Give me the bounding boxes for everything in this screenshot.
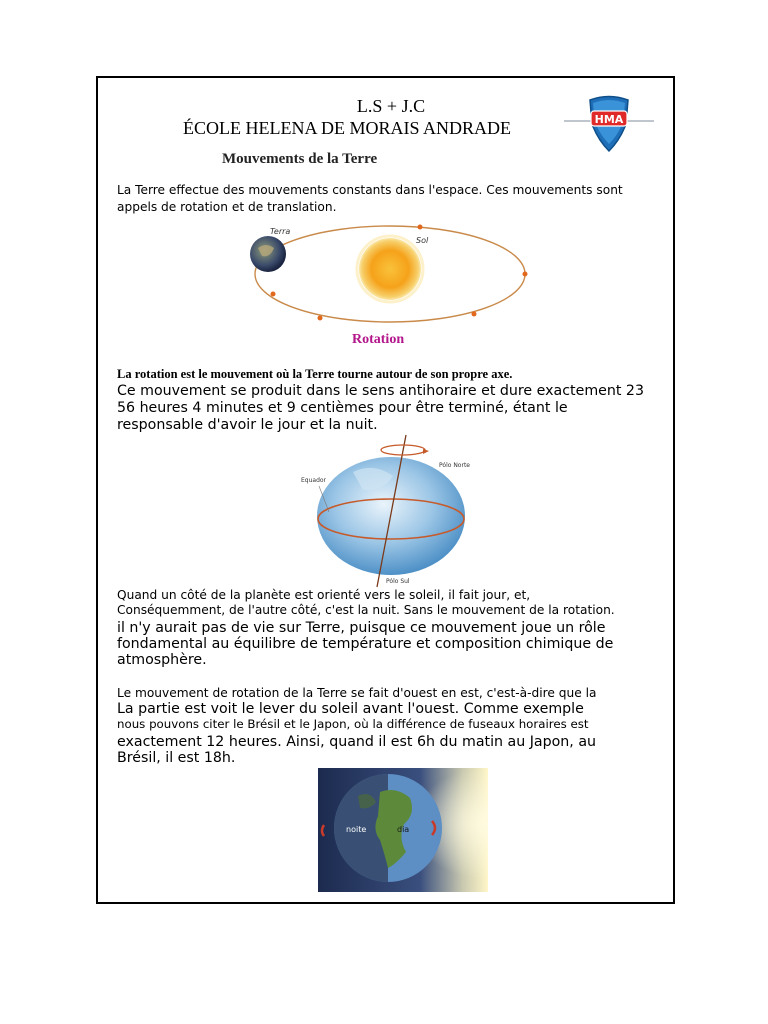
rotation-heading: Rotation <box>352 332 405 347</box>
south-pole-label: Pólo Sul <box>386 578 410 585</box>
sun-label: Sol <box>416 236 429 245</box>
earth-label: Terra <box>270 227 291 236</box>
page-frame <box>96 76 675 904</box>
day-night-line-1: Quand un côté de la planète est orienté vers le soleil, il fait jour, et, <box>117 588 531 602</box>
west-east-line-2: La partie est voit le lever du soleil avant l'ouest. Comme exemple <box>117 701 584 717</box>
night-label: noite <box>346 825 367 834</box>
day-label: dia <box>397 825 410 834</box>
school-name: ÉCOLE HELENA DE MORAIS ANDRADE <box>183 118 511 138</box>
equator-label: Equador <box>301 477 327 484</box>
orbit-illustration <box>244 218 534 328</box>
intro-line-1: La Terre effectue des mouvements constants dans l'espace. Ces mouvements sont <box>117 183 623 197</box>
rotation-line-2: 56 heures 4 minutes et 9 centièmes pour être terminé, étant le <box>117 400 568 416</box>
day-night-illustration <box>318 768 488 892</box>
logo-text: HMA <box>594 113 624 126</box>
intro-line-2: appels de rotation et de translation. <box>117 200 337 214</box>
school-logo <box>562 94 656 156</box>
west-east-line-3: nous pouvons citer le Brésil et le Japon, où la différence de fuseaux horaires est <box>117 717 589 731</box>
west-east-line-5: Brésil, il est 18h. <box>117 750 236 766</box>
rotation-line-1: Ce mouvement se produit dans le sens antihoraire et dure exactement 23 <box>117 383 644 399</box>
page-title: Mouvements de la Terre <box>222 151 378 167</box>
rotation-line-3: responsable d'avoir le jour et la nuit. <box>117 417 378 433</box>
north-pole-label: Pólo Norte <box>439 462 470 469</box>
rotation-globe-illustration <box>293 432 473 590</box>
day-night-line-5: atmosphère. <box>117 652 207 668</box>
rotation-definition: La rotation est le mouvement où la Terre tourne autour de son propre axe. <box>117 367 513 381</box>
day-night-line-4: fondamental au équilibre de température et composition chimique de <box>117 636 614 652</box>
header-line-1: L.S + J.C <box>356 96 426 116</box>
day-night-line-2: Conséquemment, de l'autre côté, c'est la nuit. Sans le mouvement de la rotation. <box>117 603 615 617</box>
day-night-line-3: il n'y aurait pas de vie sur Terre, puisque ce mouvement joue un rôle <box>117 620 606 636</box>
west-east-line-1: Le mouvement de rotation de la Terre se fait d'ouest en est, c'est-à-dire que la <box>117 686 597 700</box>
west-east-line-4: exactement 12 heures. Ainsi, quand il est 6h du matin au Japon, au <box>117 734 597 750</box>
